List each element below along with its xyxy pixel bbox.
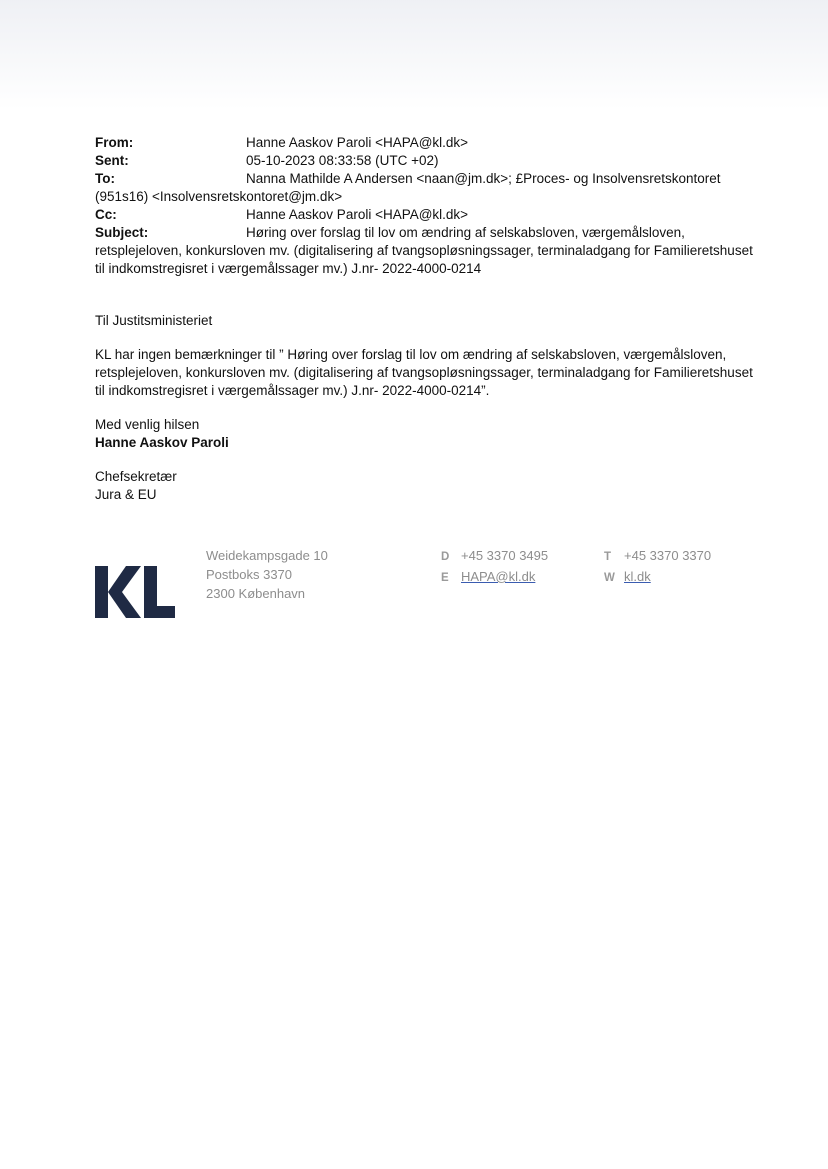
contact-column-personal — [441, 546, 548, 588]
closing: Med venlig hilsen — [95, 417, 200, 432]
cc-row — [95, 206, 755, 224]
to-row — [95, 170, 755, 206]
cc-value: Hanne Aaskov Paroli <HAPA@kl.dk> — [246, 207, 469, 222]
from-label: From: — [95, 135, 134, 150]
to-value: Nanna Mathilde A Andersen <naan@jm.dk>; £Proces- og Insolvensretskontoret (951s16) <Insolvensretskontoret@jm.dk> — [95, 171, 721, 204]
email-signature — [95, 546, 735, 626]
cc-label: Cc: — [95, 207, 117, 222]
kl-logo — [95, 566, 175, 618]
direct-phone-line — [441, 546, 548, 567]
web-line — [604, 567, 711, 588]
sent-row — [95, 152, 755, 170]
address-pobox: Postboks 3370 — [206, 567, 293, 582]
scan-artifact — [0, 0, 828, 110]
address-street: Weidekampsgade 10 — [206, 548, 328, 563]
sender-title-block — [95, 468, 755, 504]
email-printout — [95, 134, 755, 504]
web-link[interactable]: kl.dk — [624, 569, 651, 584]
subject-row — [95, 224, 755, 278]
to-label: To: — [95, 171, 115, 186]
web-key: W — [604, 572, 615, 584]
email-body — [95, 312, 755, 504]
address-block — [206, 546, 328, 603]
main-phone-value: +45 3370 3370 — [624, 548, 712, 563]
closing-block — [95, 416, 755, 452]
direct-phone-value: +45 3370 3495 — [461, 548, 549, 563]
from-value: Hanne Aaskov Paroli <HAPA@kl.dk> — [246, 135, 469, 150]
subject-value: Høring over forslag til lov om ændring af selskabsloven, værgemålsloven, retsplejeloven, konkursloven mv. (digitalisering af tvangsopløsningssager, terminaladgang for Familieretshuset til indkomstregisret i værgemålssager mv.) J.nr- 2022-4000-0214 — [95, 225, 753, 276]
contact-column-org — [604, 546, 711, 588]
sent-value: 05-10-2023 08:33:58 (UTC +02) — [246, 153, 439, 168]
main-phone-line — [604, 546, 711, 567]
sender-name: Hanne Aaskov Paroli — [95, 435, 229, 450]
from-row — [95, 134, 755, 152]
body-paragraph: KL har ingen bemærkninger til ” Høring over forslag til lov om ændring af selskabsloven, værgemålsloven, retsplejeloven, konkursloven mv. (digitalisering af tvangsopløsningssager, terminaladgang for Familieretshuset til indkomstregisret i værgemålssager mv.) J.nr- 2022-4000-0214”. — [95, 347, 753, 398]
salutation: Til Justitsministeriet — [95, 313, 213, 328]
sender-department: Jura & EU — [95, 487, 157, 502]
main-phone-key: T — [604, 551, 612, 563]
subject-label: Subject: — [95, 225, 149, 240]
address-city: 2300 København — [206, 586, 306, 601]
email-line — [441, 567, 548, 588]
email-key: E — [441, 572, 449, 584]
direct-phone-key: D — [441, 551, 450, 563]
sender-title: Chefsekretær — [95, 469, 177, 484]
email-link[interactable]: HAPA@kl.dk — [461, 569, 536, 584]
sent-label: Sent: — [95, 153, 129, 168]
